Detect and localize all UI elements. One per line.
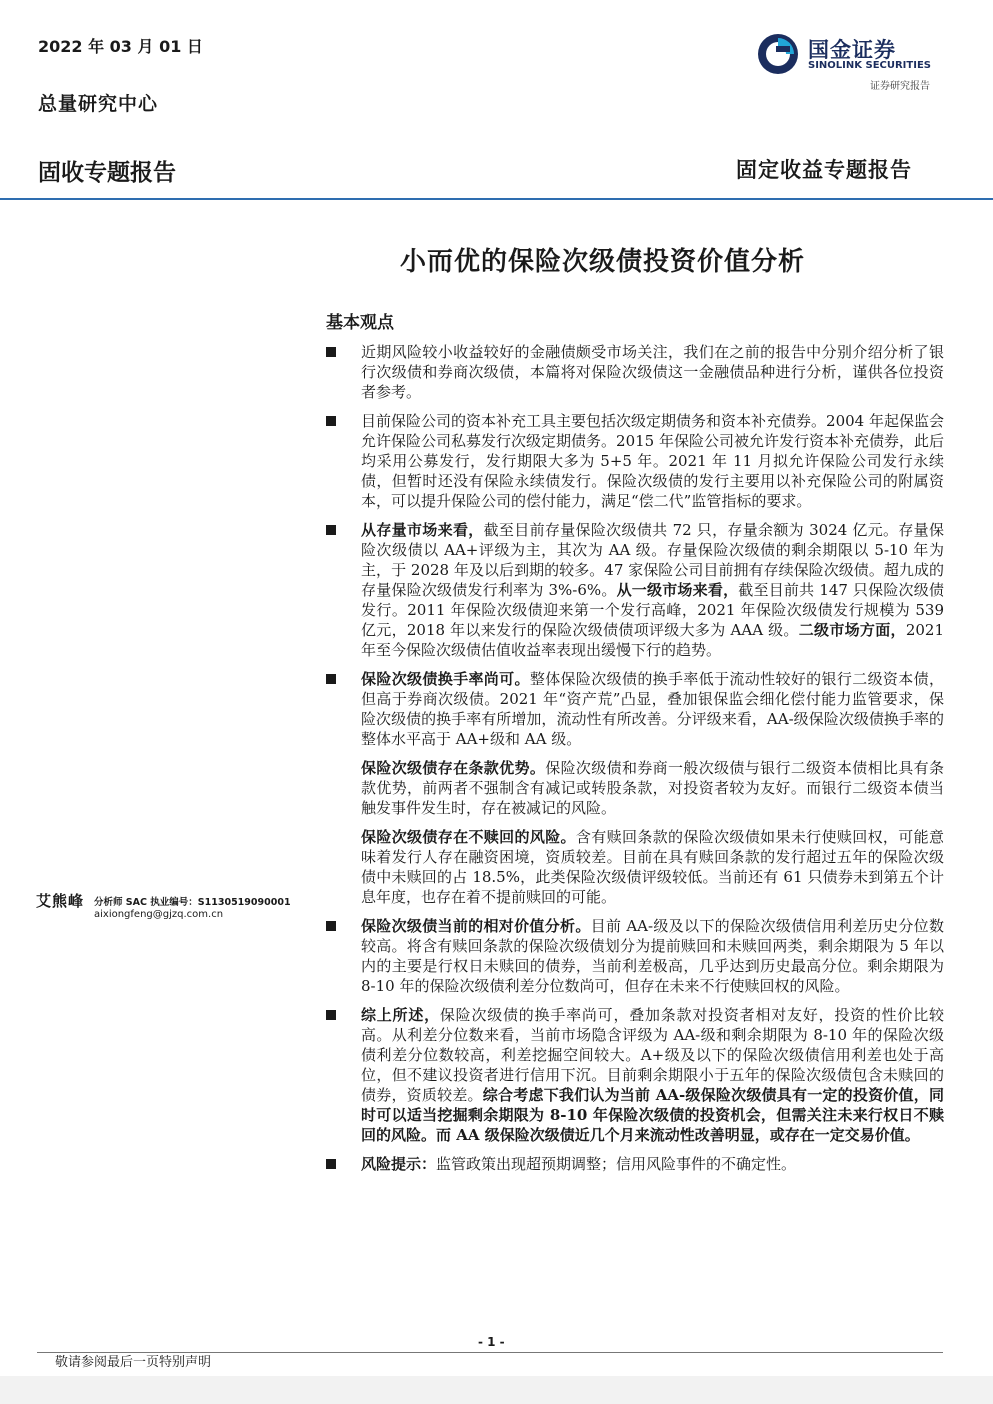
paragraph-clause-advantage: [326, 758, 944, 818]
bullet-text: 目前 AA-级及以下的保险次级债信用利差历史分位数较高。将含有赎回条款的保险次级债划分为提前赎回和未赎回两类，剩余期限为 5 年以内的主要是行权日未赎回的债券，当前利差极高，几乎达到历史最高分位。剩余期限为 8-10 年的保险次级债利差分位数尚可，但存在未来不行使赎回权的风险。: [361, 917, 944, 995]
bullet-square-icon: [326, 416, 336, 426]
paragraph-text: 保险次级债和券商一般次级债与银行二级资本债相比具有条款优势，前两者不强制含有减记或转股条款，对投资者较为友好。而银行二级资本债当触发事件发生时，存在被减记的风险。: [361, 759, 944, 817]
bottom-strip: [0, 1376, 993, 1404]
bullet-bold-text: 二级市场方面，: [798, 621, 906, 639]
bullet-square-icon: [326, 1159, 336, 1169]
bullet-conclusion: [326, 1005, 944, 1145]
paragraph-text: 含有赎回条款的保险次级债如果未行使赎回权，可能意味着发行人存在融资困境，资质较差。目前在具有赎回条款的发行超过五年的保险次级债中未赎回的占 18.5%，此类保险次级债评级较低。当前还有 61 只债券未到第五个计息年度，也存在着不提前赎回的可能。: [361, 828, 944, 906]
bullet-text: 截至目前存量保险次级债共 72 只，存量余额为 3024 亿元。存量保险次级债以 AA+评级为主，其次为 AA 级。存量保险次级债的剩余期限以 5-10 年为主，于 2028 年及以后到期的较多。47 家保险公司目前拥有存续保险次级债。超九成的存量保险次级债发行利率为 3%-6%。: [361, 521, 944, 599]
analyst-info: [36, 890, 316, 920]
report-date: 2022 年 03 月 01 日: [38, 37, 203, 56]
paragraph-bold-text: 保险次级债存在不赎回的风险。: [361, 828, 576, 846]
bullet-relative-value: [326, 916, 944, 996]
department-name: 总量研究中心: [38, 93, 159, 115]
logo-mark-icon: [756, 32, 800, 76]
analyst-email: aixiongfeng@gjzq.com.cn: [94, 909, 224, 920]
bullet-bold-text: 风险提示：: [361, 1155, 437, 1173]
bullet-text: 保险次级债的换手率尚可，叠加条款对投资者相对友好，投资的性价比较高。从利差分位数来看，当前市场隐含评级为 AA-级和剩余期限为 8-10 年的保险次级债利差分位数较高，利差挖掘空间较大。A+级及以下的保险次级债信用利差也处于高位，但不建议投资者进行信用下沉。目前剩余期限小于五年的保险次级债包含未赎回的债券，资质较差。: [361, 1006, 944, 1104]
report-type-left: 固收专题报告: [38, 160, 176, 186]
bullet-text: 整体保险次级债的换手率低于流动性较好的银行二级资本债，但高于券商次级债。2021 年“资产荒”凸显，叠加银保监会细化偿付能力监管要求，保险次级债的换手率有所增加，流动性有所改善。分评级来看，AA-级保险次级债换手率的整体水平高于 AA+级和 AA 级。: [361, 670, 944, 748]
bullet-square-icon: [326, 525, 336, 535]
bullet-bold-text: 综上所述，: [361, 1006, 440, 1024]
logo-english-name: SINOLINK SECURITIES: [808, 60, 931, 71]
bullet-bold-text: 保险次级债当前的相对价值分析。: [361, 917, 591, 935]
bullet-bold-text: 从一级市场来看，: [616, 581, 739, 599]
bullet-bold-text: 从存量市场来看，: [361, 521, 484, 539]
key-points-list: [326, 342, 944, 1174]
bullet-bold-text: 综合考虑下我们认为当前 AA-级保险次级债具有一定的投资价值，同时可以适当挖掘剩余期限为 8-10 年保险次级债的投资机会，但需关注未来行权日不赎回的风险。而 AA 级保险次级债近几个月来流动性改善明显，或存在一定交易价值。: [361, 1086, 944, 1144]
bullet-square-icon: [326, 674, 336, 684]
report-title: 小而优的保险次级债投资价值分析: [400, 247, 806, 277]
logo-chinese-name: 国金证券: [808, 38, 896, 62]
page-number: - 1 -: [478, 1335, 505, 1349]
section-title: 基本观点: [326, 313, 394, 333]
bullet-text: 截至目前共 147 只保险次级债发行。2011 年保险次级债迎来第一个发行高峰，2021 年保险次级债发行规模为 539 亿元，2018 年以来发行的保险次级债债项评级大多为 AAA 级。: [361, 581, 944, 639]
paragraph-non-call-risk: [326, 827, 944, 907]
bullet-square-icon: [326, 921, 336, 931]
footer-disclaimer: 敬请参阅最后一页特别声明: [55, 1355, 212, 1370]
bullet-turnover: [326, 669, 944, 749]
bullet-market-stock: [326, 520, 944, 660]
bullet-square-icon: [326, 1010, 336, 1020]
analyst-name: 艾熊峰: [36, 892, 85, 910]
header-divider: [0, 198, 993, 200]
bullet-text: 近期风险较小收益较好的金融债颇受市场关注，我们在之前的报告中分别介绍分析了银行次级债和券商次级债，本篇将对保险次级债这一金融债品种进行分析，谨供各位投资者参考。: [361, 343, 944, 401]
bullet-bold-text: 保险次级债换手率尚可。: [361, 670, 530, 688]
report-type-right: 固定收益专题报告: [736, 157, 912, 182]
bullet-text: 目前保险公司的资本补充工具主要包括次级定期债务和资本补充债券。2004 年起保监会允许保险公司私募发行次级定期债务。2015 年保险公司被允许发行资本补充债券，此后均采用公募发行，发行期限大多为 5+5 年。2021 年 11 月拟允许保险公司发行永续债，但暂时还没有保险永续债发行。保险次级债的发行主要用以补充保险公司的附属资本，可以提升保险公司的偿付能力，满足“偿二代”监管指标的要求。: [361, 412, 944, 510]
logo-subtitle: 证券研究报告: [870, 81, 930, 92]
bullet-text: 监管政策出现超预期调整；信用风险事件的不确定性。: [436, 1155, 797, 1173]
analyst-license: 分析师 SAC 执业编号：S1130519090001: [94, 897, 291, 908]
bullet-intro: [326, 342, 944, 402]
bullet-capital-tools: [326, 411, 944, 511]
bullet-text: 2021 年至今保险次级债估值收益率表现出缓慢下行的趋势。: [361, 621, 944, 659]
bullet-square-icon: [326, 347, 336, 357]
paragraph-bold-text: 保险次级债存在条款优势。: [361, 759, 546, 777]
bullet-risk-warning: [326, 1154, 944, 1174]
